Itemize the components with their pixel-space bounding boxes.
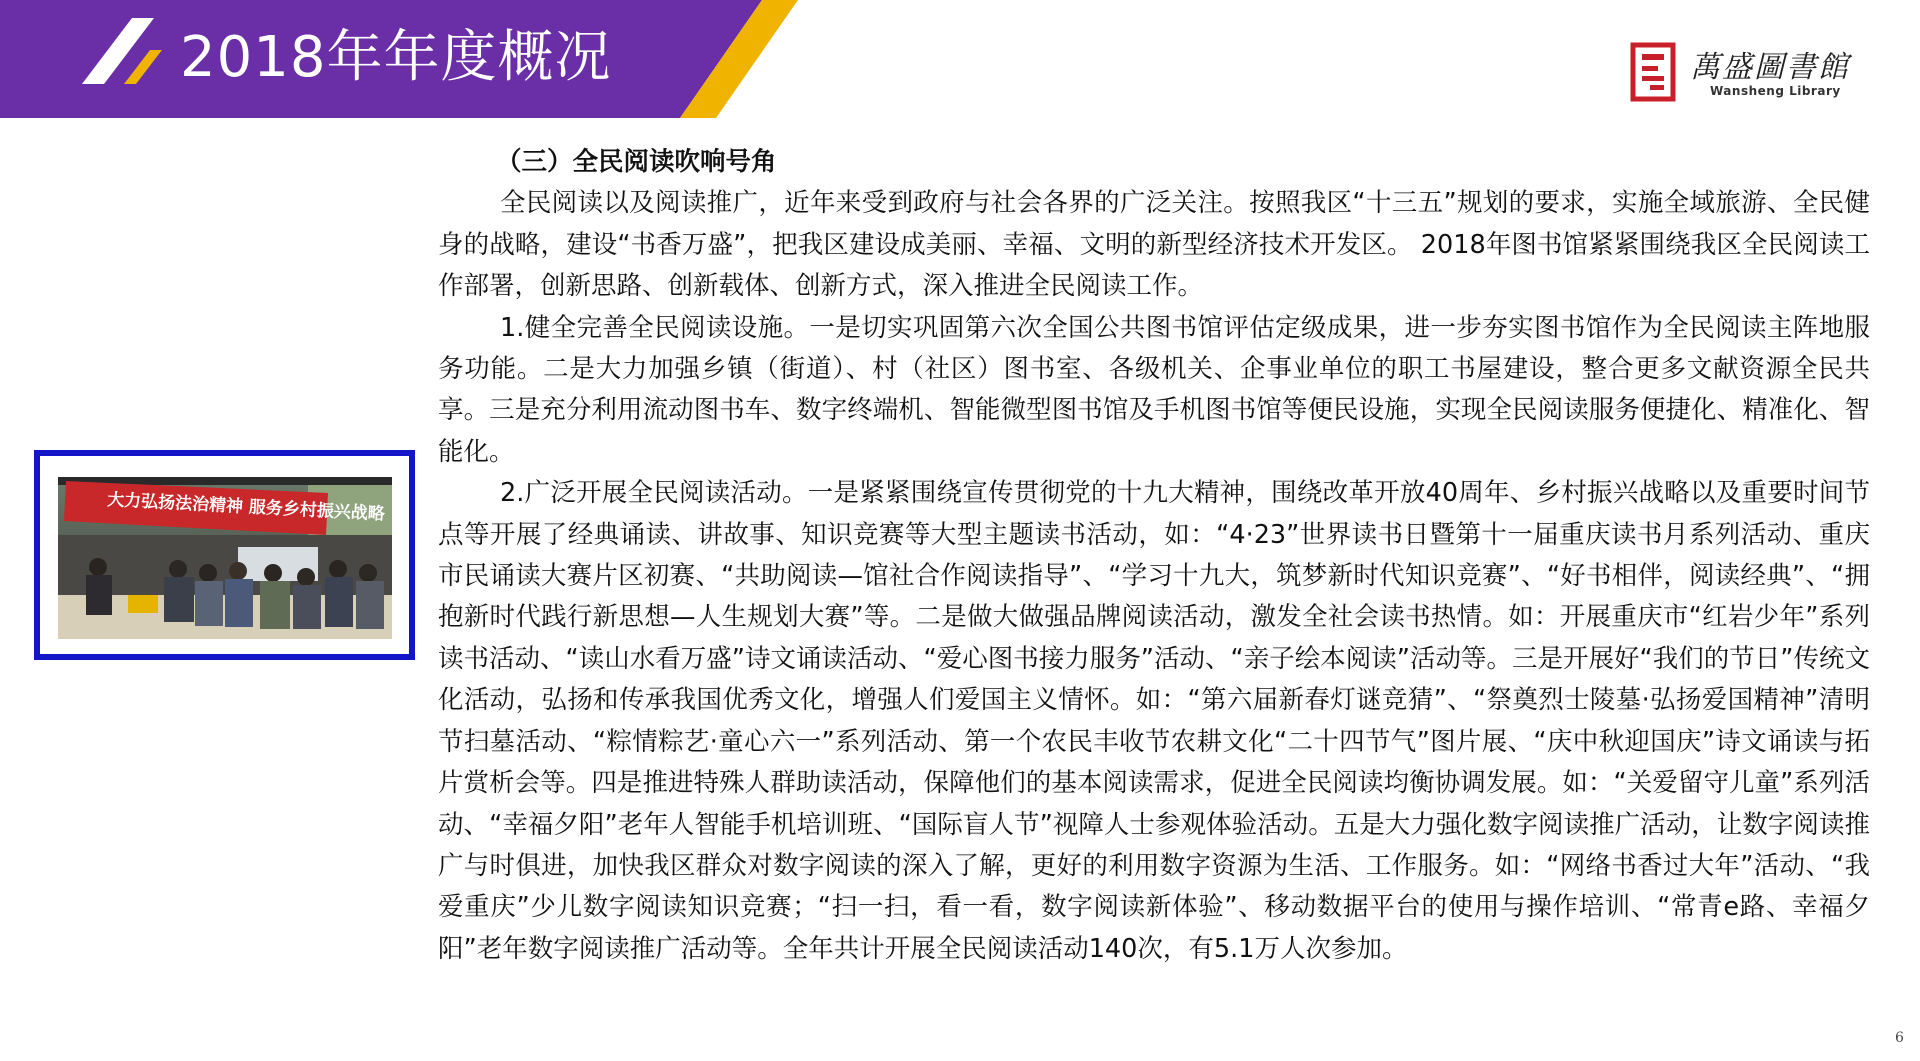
logo-subtitle: Wansheng Library bbox=[1710, 84, 1841, 98]
library-logo bbox=[1630, 36, 1850, 106]
paragraph-facilities: 1.健全完善全民阅读设施。一是切实巩固第六次全国公共图书馆评估定级成果，进一步夯实图书馆作为全民阅读主阵地服务功能。二是大力加强乡镇（街道）、村（社区）图书室、各级机关、企事业单位的职工书屋建设，整合更多文献资源全民共享。三是充分利用流动图书车、数字终端机、智能微型图书馆及手机图书馆等便民设施，实现全民阅读服务便捷化、精准化、智能化。 bbox=[438, 312, 1870, 467]
paragraph-intro: 全民阅读以及阅读推广，近年来受到政府与社会各界的广泛关注。按照我区“十三五”规划的要求，实施全域旅游、全民健身的战略，建设“书香万盛”，把我区建设成美丽、幸福、文明的新型经济技术开发区。 2018年图书馆紧紧围绕我区全民阅读工作部署，创新思路、创新载体、创新方式，深入推进全民阅读工作。 bbox=[438, 188, 1870, 302]
event-photo bbox=[58, 477, 392, 639]
photo-frame bbox=[34, 450, 415, 660]
paragraph-activities: 2.广泛开展全民阅读活动。一是紧紧围绕宣传贯彻党的十九大精神，围绕改革开放40周年、乡村振兴战略以及重要时间节点等开展了经典诵读、讲故事、知识竞赛等大型主题读书活动，如：“4·23”世界读书日暨第十一届重庆读书月系列活动、重庆市民诵读大赛片区初赛、“共助阅读—馆社合作阅读指导”、“学习十九大，筑梦新时代知识竞赛”、“好书相伴，阅读经典”、“拥抱新时代践行新思想—人生规划大赛”等。二是做大做强品牌阅读活动，激发全社会读书热情。如：开展重庆市“红岩少年”系列读书活动、“读山水看万盛”诗文诵读活动、“爱心图书接力服务”活动、“亲子绘本阅读”活动等。三是开展好“我们的节日”传统文化活动，弘扬和传承我国优秀文化，增强人们爱国主义情怀。如：“第六届新春灯谜竞猜”、“祭奠烈士陵墓·弘扬爱国精神”清明节扫墓活动、“粽情粽艺·童心六一”系列活动、第一个农民丰收节农耕文化“二十四节气”图片展、“庆中秋迎国庆”诗文诵读与拓片赏析会等。四是推进特殊人群助读活动，保障他们的基本阅读需求，促进全民阅读均衡协调发展。如：“关爱留守儿童”系列活动、“幸福夕阳”老年人智能手机培训班、“国际盲人节”视障人士参观体验活动。五是大力强化数字阅读推广活动，让数字阅读推广与时俱进，加快我区群众对数字阅读的深入了解，更好的利用数字资源为生活、工作服务。如：“网络书香过大年”活动、“我爱重庆”少儿数字阅读知识竞赛；“扫一扫，看一看，数字阅读新体验”、移动数据平台的使用与操作培训、“常青e路、幸福夕阳”老年数字阅读推广活动等。全年共计开展全民阅读活动140次，有5.1万人次参加。 bbox=[438, 478, 1870, 964]
library-seal-icon bbox=[1630, 42, 1676, 102]
page-number: 6 bbox=[1895, 1030, 1904, 1046]
photo-banner-text: 大力弘扬法治精神 服务乡村振兴战略 bbox=[106, 489, 386, 525]
section-heading: （三）全民阅读吹响号角 bbox=[496, 147, 777, 177]
logo-name: 萬盛圖書館 bbox=[1690, 50, 1850, 85]
content-body bbox=[438, 142, 1870, 970]
page-title: 2018年年度概况 bbox=[180, 25, 612, 90]
